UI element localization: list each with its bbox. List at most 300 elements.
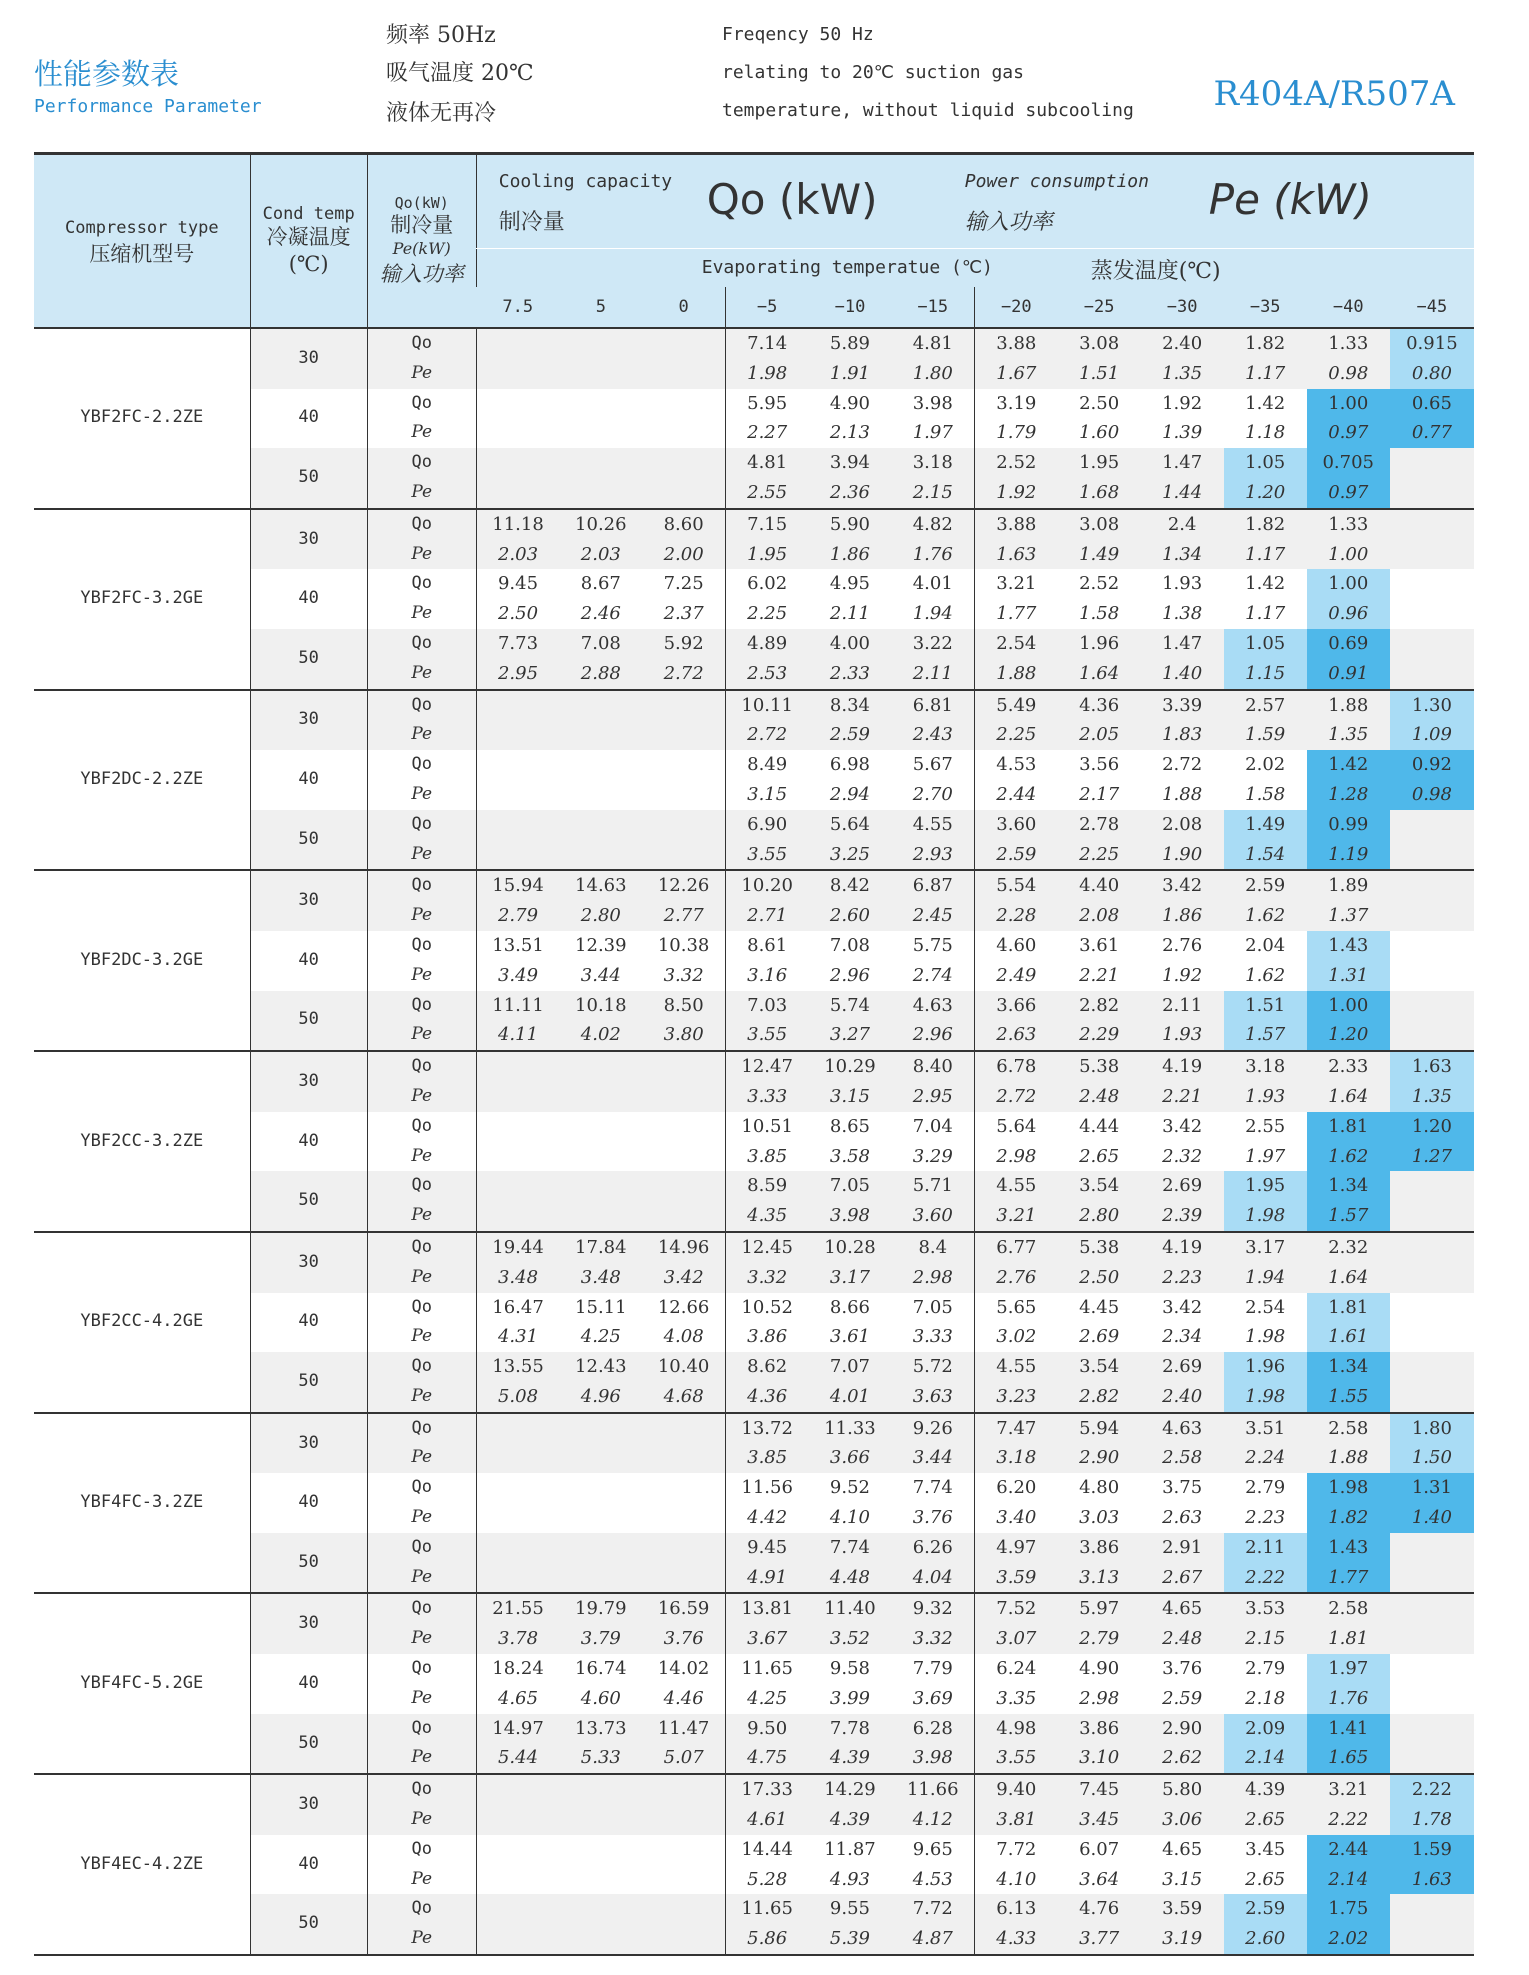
pe-value-cell: 2.60	[808, 901, 891, 931]
pe-value-cell: 3.42	[642, 1263, 725, 1293]
pe-value-cell: 1.49	[1058, 540, 1141, 570]
pe-value-cell: 3.76	[891, 1503, 974, 1533]
qo-value-cell: 13.72	[725, 1413, 808, 1444]
pe-value-cell: 3.15	[1141, 1865, 1224, 1895]
cond-temp-value: 30	[250, 870, 367, 931]
qo-value-cell: 6.07	[1058, 1835, 1141, 1865]
evap-temp-col-header: 7.5	[476, 287, 559, 328]
pe-value-cell: 1.86	[808, 540, 891, 570]
qo-value-cell	[476, 328, 559, 359]
pe-value-cell	[642, 840, 725, 871]
qo-value-cell: 5.75	[891, 931, 974, 961]
qo-value-cell: 3.08	[1058, 328, 1141, 359]
qo-value-cell	[559, 1835, 642, 1865]
table-row	[34, 1473, 1474, 1503]
qo-value-cell: 4.44	[1058, 1112, 1141, 1142]
qo-value-cell: 10.18	[559, 991, 642, 1021]
pe-value-cell	[642, 1443, 725, 1473]
pe-value-cell: 2.03	[559, 540, 642, 570]
qo-value-cell: 12.26	[642, 870, 725, 901]
pe-value-cell: 2.50	[1058, 1263, 1141, 1293]
pe-value-cell: 2.98	[891, 1263, 974, 1293]
qo-value-cell: 1.75	[1307, 1894, 1390, 1924]
pe-row-label: Pe	[367, 359, 476, 389]
qo-value-cell: 17.33	[725, 1774, 808, 1805]
pe-value-cell: 2.72	[725, 720, 808, 750]
pe-value-cell	[1390, 1743, 1474, 1774]
pe-value-cell: 1.28	[1307, 780, 1390, 810]
cooling-capacity-symbol: Qo (kW)	[706, 175, 878, 224]
pe-value-cell: 3.66	[808, 1443, 891, 1473]
cond-temp-value: 50	[250, 1533, 367, 1594]
pe-value-cell: 1.76	[1307, 1684, 1390, 1714]
qo-value-cell: 8.59	[725, 1171, 808, 1201]
cond-temp-cn: 冷凝温度	[266, 225, 351, 249]
pe-value-cell: 5.44	[476, 1743, 559, 1774]
pe-value-cell: 2.77	[642, 901, 725, 931]
qo-value-cell: 9.26	[891, 1413, 974, 1444]
qo-value-cell: 1.51	[1224, 991, 1307, 1021]
qo-value-cell: 5.80	[1141, 1774, 1224, 1805]
pe-value-cell: 3.40	[975, 1503, 1058, 1533]
pe-value-cell: 3.60	[891, 1201, 974, 1232]
pe-value-cell: 1.98	[1224, 1201, 1307, 1232]
pe-value-cell: 1.37	[1307, 901, 1390, 931]
qo-row-label: Qo	[367, 1533, 476, 1563]
pe-value-cell: 1.94	[1224, 1263, 1307, 1293]
table-body	[34, 328, 1474, 1955]
pe-value-cell: 1.93	[1141, 1020, 1224, 1051]
table-row	[34, 991, 1474, 1021]
cooling-capacity-cn: 制冷量	[498, 210, 565, 235]
pe-value-cell: 1.40	[1141, 659, 1224, 690]
table-row	[34, 750, 1474, 780]
qo-value-cell: 10.20	[725, 870, 808, 901]
qo-value-cell: 4.36	[1058, 690, 1141, 721]
pe-value-cell: 1.92	[1141, 961, 1224, 991]
qo-value-cell: 8.40	[891, 1051, 974, 1082]
pe-value-cell: 2.90	[1058, 1443, 1141, 1473]
pe-value-cell: 3.21	[975, 1201, 1058, 1232]
qo-value-cell: 12.39	[559, 931, 642, 961]
pe-value-cell: 3.03	[1058, 1503, 1141, 1533]
pe-row-label: Pe	[367, 961, 476, 991]
pe-value-cell: 3.69	[891, 1684, 974, 1714]
qo-value-cell	[559, 1051, 642, 1082]
compressor-model-name: YBF2DC-3.2GE	[34, 870, 250, 1051]
pe-value-cell: 1.63	[975, 540, 1058, 570]
qo-value-cell: 7.15	[725, 509, 808, 540]
pe-value-cell: 2.49	[975, 961, 1058, 991]
qo-row-label: Qo	[367, 1352, 476, 1382]
qo-row-label: Qo	[367, 810, 476, 840]
qo-value-cell: 6.81	[891, 690, 974, 721]
table-row	[34, 810, 1474, 840]
pe-value-cell: 1.76	[891, 540, 974, 570]
qo-value-cell: 4.89	[725, 629, 808, 659]
pe-value-cell	[642, 1805, 725, 1835]
qo-value-cell: 1.88	[1307, 690, 1390, 721]
qo-value-cell: 2.08	[1141, 810, 1224, 840]
qo-value-cell: 5.92	[642, 629, 725, 659]
pe-value-cell: 2.63	[1141, 1503, 1224, 1533]
pe-value-cell: 2.48	[1058, 1082, 1141, 1112]
qo-value-cell: 1.42	[1224, 389, 1307, 419]
pe-value-cell: 3.77	[1058, 1924, 1141, 1955]
pe-value-cell: 4.39	[808, 1805, 891, 1835]
pe-value-cell: 0.77	[1390, 418, 1474, 448]
table-row	[34, 1894, 1474, 1924]
qo-value-cell	[642, 328, 725, 359]
qo-value-cell: 5.71	[891, 1171, 974, 1201]
qo-value-cell: 11.65	[725, 1654, 808, 1684]
pe-value-cell: 1.20	[1307, 1020, 1390, 1051]
pe-value-cell: 1.86	[1141, 901, 1224, 931]
pe-value-cell	[1390, 901, 1474, 931]
qo-value-cell: 8.61	[725, 931, 808, 961]
qo-value-cell: 9.58	[808, 1654, 891, 1684]
qo-value-cell: 1.49	[1224, 810, 1307, 840]
pe-value-cell	[559, 1865, 642, 1895]
condition-cn-subcooling: 液体无再冷	[386, 101, 497, 126]
power-consumption-en: Power consumption	[964, 171, 1149, 192]
qo-value-cell: 11.18	[476, 509, 559, 540]
cond-temp-value: 40	[250, 569, 367, 629]
pe-value-cell: 2.62	[1141, 1743, 1224, 1774]
qo-value-cell: 4.55	[891, 810, 974, 840]
qo-value-cell: 4.90	[808, 389, 891, 419]
qo-value-cell: 8.4	[891, 1232, 974, 1263]
qo-value-cell: 6.26	[891, 1533, 974, 1563]
qo-value-cell: 4.97	[975, 1533, 1058, 1563]
cond-temp-value: 50	[250, 629, 367, 690]
evap-temp-col-header: 5	[559, 287, 642, 328]
pe-value-cell	[559, 1201, 642, 1232]
qo-value-cell: 14.63	[559, 870, 642, 901]
pe-value-cell	[559, 1443, 642, 1473]
cond-temp-value: 50	[250, 448, 367, 509]
pe-value-cell: 1.18	[1224, 418, 1307, 448]
qo-value-cell	[559, 1533, 642, 1563]
qo-value-cell	[642, 750, 725, 780]
qo-value-cell: 6.13	[975, 1894, 1058, 1924]
pe-value-cell: 2.21	[1058, 961, 1141, 991]
qo-value-cell	[1390, 569, 1474, 599]
qo-value-cell: 2.91	[1141, 1533, 1224, 1563]
pe-value-cell: 3.23	[975, 1382, 1058, 1413]
qo-unit-label: Qo(kW)	[394, 194, 449, 212]
pe-value-cell: 1.57	[1224, 1020, 1307, 1051]
cond-temp-value: 50	[250, 991, 367, 1052]
compressor-model-name: YBF2DC-2.2ZE	[34, 690, 250, 871]
qo-value-cell: 10.11	[725, 690, 808, 721]
pe-row-label: Pe	[367, 1563, 476, 1594]
qo-value-cell	[1390, 509, 1474, 540]
qo-value-cell: 14.44	[725, 1835, 808, 1865]
pe-value-cell	[476, 1805, 559, 1835]
evap-temp-col-header: −10	[808, 287, 891, 328]
qo-value-cell	[476, 1473, 559, 1503]
qo-row-label: Qo	[367, 931, 476, 961]
pe-value-cell: 2.28	[975, 901, 1058, 931]
qo-value-cell: 7.73	[476, 629, 559, 659]
pe-row-label: Pe	[367, 1805, 476, 1835]
pe-value-cell	[559, 359, 642, 389]
pe-value-cell: 2.03	[476, 540, 559, 570]
pe-value-cell	[642, 1924, 725, 1955]
qo-value-cell: 4.19	[1141, 1051, 1224, 1082]
evaporating-temp-header	[476, 249, 1474, 288]
qo-value-cell	[1390, 448, 1474, 478]
qo-value-cell: 1.00	[1307, 389, 1390, 419]
pe-value-cell	[1390, 1020, 1474, 1051]
pe-value-cell: 2.15	[1224, 1624, 1307, 1654]
pe-value-cell: 2.48	[1141, 1624, 1224, 1654]
pe-value-cell: 2.46	[559, 599, 642, 629]
pe-value-cell	[559, 1805, 642, 1835]
qo-value-cell: 9.55	[808, 1894, 891, 1924]
qo-value-cell: 7.08	[559, 629, 642, 659]
pe-value-cell: 3.55	[725, 1020, 808, 1051]
pe-value-cell	[476, 1563, 559, 1594]
pe-value-cell	[642, 720, 725, 750]
qo-value-cell: 2.09	[1224, 1714, 1307, 1744]
qo-value-cell: 1.33	[1307, 509, 1390, 540]
pe-value-cell: 3.19	[1141, 1924, 1224, 1955]
pe-value-cell	[559, 1503, 642, 1533]
qo-value-cell: 11.33	[808, 1413, 891, 1444]
qo-value-cell: 8.65	[808, 1112, 891, 1142]
qo-value-cell: 2.76	[1141, 931, 1224, 961]
pe-value-cell: 4.96	[559, 1382, 642, 1413]
qo-value-cell	[1390, 1352, 1474, 1382]
qo-value-cell: 2.02	[1224, 750, 1307, 780]
qo-value-cell: 4.82	[891, 509, 974, 540]
cond-temp-value: 50	[250, 1352, 367, 1413]
qo-value-cell	[1390, 1293, 1474, 1323]
pe-value-cell	[559, 478, 642, 509]
pe-value-cell: 3.44	[559, 961, 642, 991]
qo-value-cell: 2.69	[1141, 1171, 1224, 1201]
pe-value-cell: 3.02	[975, 1322, 1058, 1352]
qo-value-cell: 3.19	[975, 389, 1058, 419]
qo-value-cell: 0.92	[1390, 750, 1474, 780]
pe-value-cell	[476, 840, 559, 871]
qo-value-cell: 3.21	[1307, 1774, 1390, 1805]
pe-value-cell: 1.17	[1224, 599, 1307, 629]
pe-value-cell: 1.77	[1307, 1563, 1390, 1594]
cond-temp-value: 30	[250, 1413, 367, 1474]
cond-temp-value: 30	[250, 1232, 367, 1293]
qo-value-cell: 2.4	[1141, 509, 1224, 540]
qo-value-cell	[559, 448, 642, 478]
table-row	[34, 1714, 1474, 1744]
pe-value-cell: 1.83	[1141, 720, 1224, 750]
qo-value-cell: 1.81	[1307, 1293, 1390, 1323]
cond-temp-value: 40	[250, 750, 367, 810]
pe-value-cell: 5.86	[725, 1924, 808, 1955]
table-row	[34, 1774, 1474, 1805]
qo-value-cell	[642, 1171, 725, 1201]
qo-value-cell: 4.19	[1141, 1232, 1224, 1263]
qo-value-cell: 3.75	[1141, 1473, 1224, 1503]
qo-value-cell: 10.51	[725, 1112, 808, 1142]
qo-value-cell: 2.59	[1224, 870, 1307, 901]
cond-temp-value: 30	[250, 690, 367, 751]
pe-value-cell	[1390, 1684, 1474, 1714]
qo-cn-label: 制冷量	[390, 213, 454, 237]
pe-value-cell: 4.02	[559, 1020, 642, 1051]
pe-value-cell: 4.01	[808, 1382, 891, 1413]
qo-value-cell: 7.03	[725, 991, 808, 1021]
pe-value-cell: 1.93	[1224, 1082, 1307, 1112]
cond-temp-value: 50	[250, 1714, 367, 1775]
compressor-type-en: Compressor type	[65, 217, 219, 238]
qo-value-cell: 10.52	[725, 1293, 808, 1323]
qo-value-cell: 1.43	[1307, 931, 1390, 961]
qo-value-cell	[476, 1533, 559, 1563]
pe-value-cell: 1.60	[1058, 418, 1141, 448]
qo-value-cell: 1.33	[1307, 328, 1390, 359]
qo-value-cell: 4.80	[1058, 1473, 1141, 1503]
pe-value-cell	[476, 478, 559, 509]
pe-value-cell: 3.85	[725, 1142, 808, 1172]
compressor-model-name: YBF2CC-4.2GE	[34, 1232, 250, 1413]
qo-value-cell: 6.78	[975, 1051, 1058, 1082]
qo-value-cell: 6.98	[808, 750, 891, 780]
table-row	[34, 690, 1474, 721]
qo-value-cell: 7.72	[975, 1835, 1058, 1865]
pe-row-label: Pe	[367, 1684, 476, 1714]
qo-value-cell: 3.66	[975, 991, 1058, 1021]
pe-value-cell: 4.10	[808, 1503, 891, 1533]
pe-row-label: Pe	[367, 1142, 476, 1172]
qo-value-cell: 1.59	[1390, 1835, 1474, 1865]
qo-value-cell	[476, 1894, 559, 1924]
qo-value-cell: 3.53	[1224, 1593, 1307, 1624]
pe-value-cell: 2.39	[1141, 1201, 1224, 1232]
evap-temp-col-header: −5	[725, 287, 808, 328]
pe-value-cell: 3.29	[891, 1142, 974, 1172]
pe-value-cell: 3.52	[808, 1624, 891, 1654]
pe-value-cell: 5.07	[642, 1743, 725, 1774]
pe-value-cell: 2.43	[891, 720, 974, 750]
pe-value-cell: 1.57	[1307, 1201, 1390, 1232]
pe-value-cell: 2.15	[891, 478, 974, 509]
qo-value-cell: 4.00	[808, 629, 891, 659]
pe-value-cell: 1.77	[975, 599, 1058, 629]
evap-temp-col-header: 0	[642, 287, 725, 328]
qo-value-cell: 7.25	[642, 569, 725, 599]
qo-value-cell: 9.45	[725, 1533, 808, 1563]
cond-temp-value: 40	[250, 1654, 367, 1714]
qo-value-cell: 4.63	[891, 991, 974, 1021]
table-row	[34, 448, 1474, 478]
pe-value-cell: 2.67	[1141, 1563, 1224, 1594]
qo-value-cell: 7.72	[891, 1894, 974, 1924]
pe-value-cell: 4.08	[642, 1322, 725, 1352]
qo-value-cell: 2.22	[1390, 1774, 1474, 1805]
qo-value-cell: 2.58	[1307, 1593, 1390, 1624]
pe-value-cell: 2.29	[1058, 1020, 1141, 1051]
qo-value-cell: 5.65	[975, 1293, 1058, 1323]
pe-value-cell: 1.55	[1307, 1382, 1390, 1413]
pe-value-cell	[476, 1924, 559, 1955]
qo-value-cell: 12.45	[725, 1232, 808, 1263]
pe-value-cell: 2.94	[808, 780, 891, 810]
pe-value-cell	[476, 1865, 559, 1895]
pe-value-cell	[1390, 540, 1474, 570]
pe-row-label: Pe	[367, 1201, 476, 1232]
qo-row-label: Qo	[367, 1473, 476, 1503]
qo-value-cell: 2.79	[1224, 1654, 1307, 1684]
qo-value-cell: 3.18	[1224, 1051, 1307, 1082]
qo-value-cell: 15.94	[476, 870, 559, 901]
pe-row-label: Pe	[367, 1443, 476, 1473]
qo-value-cell: 18.24	[476, 1654, 559, 1684]
qo-value-cell: 3.17	[1224, 1232, 1307, 1263]
pe-value-cell: 2.23	[1141, 1263, 1224, 1293]
condition-en-frequency: Freqency 50 Hz	[722, 24, 874, 45]
pe-value-cell: 4.04	[891, 1563, 974, 1594]
table-row	[34, 328, 1474, 359]
pe-value-cell	[559, 1142, 642, 1172]
pe-value-cell: 4.46	[642, 1684, 725, 1714]
pe-value-cell: 3.13	[1058, 1563, 1141, 1594]
pe-value-cell: 1.17	[1224, 540, 1307, 570]
pe-value-cell: 4.39	[808, 1743, 891, 1774]
qo-value-cell: 3.42	[1141, 1293, 1224, 1323]
qo-value-cell: 14.29	[808, 1774, 891, 1805]
pe-value-cell: 4.36	[725, 1382, 808, 1413]
pe-value-cell: 2.82	[1058, 1382, 1141, 1413]
pe-value-cell: 2.11	[891, 659, 974, 690]
pe-value-cell: 3.32	[642, 961, 725, 991]
table-header	[34, 154, 1474, 329]
qo-value-cell: 4.81	[725, 448, 808, 478]
pe-value-cell: 1.98	[725, 359, 808, 389]
pe-row-label: Pe	[367, 901, 476, 931]
evap-temp-col-header: −20	[975, 287, 1058, 328]
qo-row-label: Qo	[367, 1112, 476, 1142]
qo-value-cell: 3.88	[975, 509, 1058, 540]
table-row	[34, 1112, 1474, 1142]
qo-value-cell: 0.99	[1307, 810, 1390, 840]
qo-value-cell	[559, 1774, 642, 1805]
pe-value-cell: 3.16	[725, 961, 808, 991]
pe-value-cell: 1.98	[1224, 1382, 1307, 1413]
pe-value-cell: 1.64	[1058, 659, 1141, 690]
qo-value-cell: 0.65	[1390, 389, 1474, 419]
pe-row-label: Pe	[367, 418, 476, 448]
qo-value-cell: 5.38	[1058, 1232, 1141, 1263]
qo-value-cell: 6.77	[975, 1232, 1058, 1263]
table-row	[34, 870, 1474, 901]
pe-value-cell: 2.22	[1224, 1563, 1307, 1594]
pe-value-cell: 0.91	[1307, 659, 1390, 690]
qo-row-label: Qo	[367, 991, 476, 1021]
pe-value-cell	[642, 478, 725, 509]
compressor-type-header	[34, 154, 250, 329]
pe-unit-label: Pe(kW)	[392, 239, 451, 258]
pe-value-cell	[642, 780, 725, 810]
qo-value-cell	[1390, 1171, 1474, 1201]
qo-value-cell: 2.44	[1307, 1835, 1390, 1865]
evap-temp-col-header: −25	[1058, 287, 1141, 328]
pe-row-label: Pe	[367, 1020, 476, 1051]
pe-value-cell: 1.15	[1224, 659, 1307, 690]
pe-value-cell: 1.82	[1307, 1503, 1390, 1533]
